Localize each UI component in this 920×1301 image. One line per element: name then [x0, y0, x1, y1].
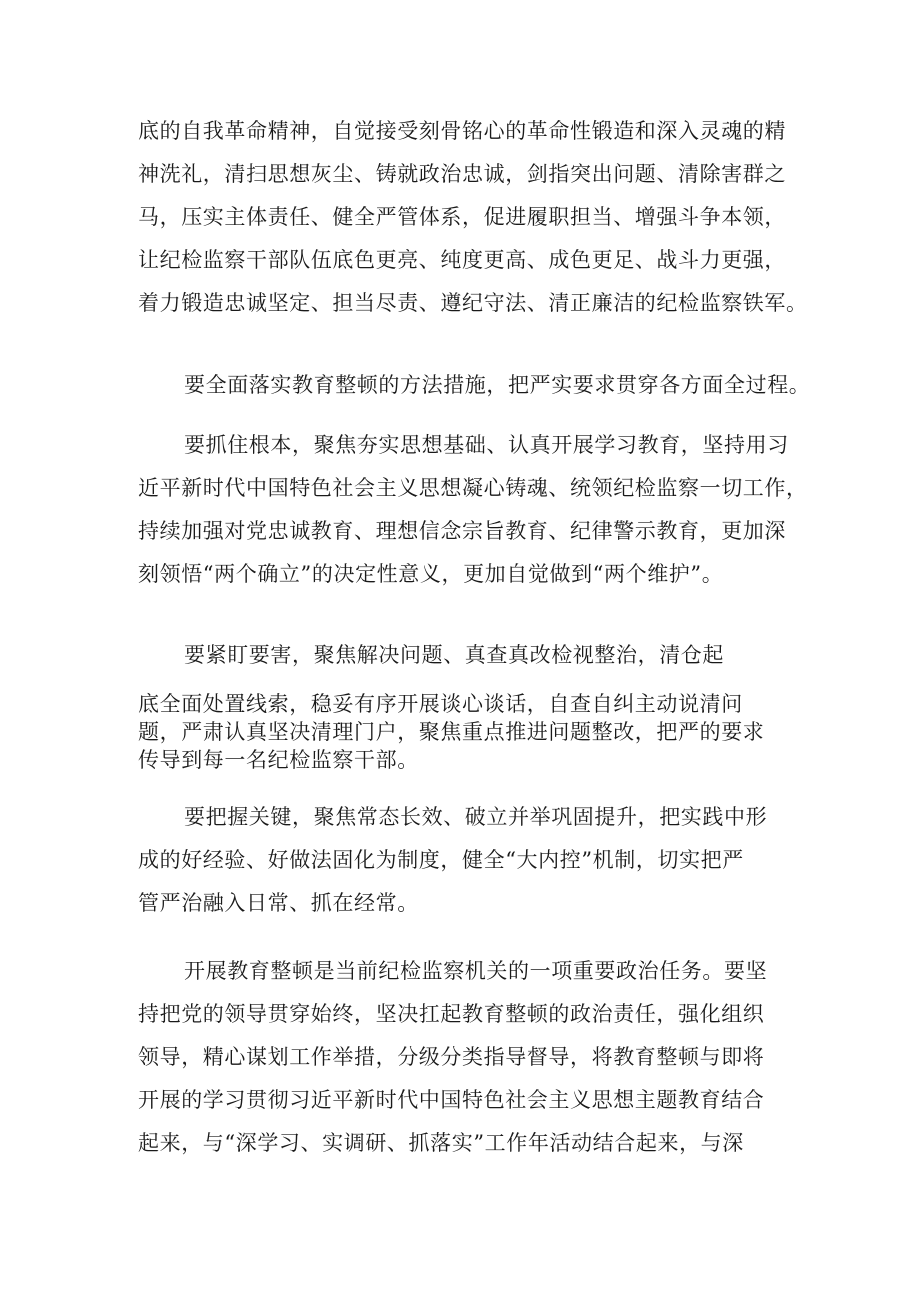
paragraph-self-revolution: [138, 110, 808, 325]
text-line: 底的自我革命精神，自觉接受刻骨铭心的革命性锻造和深入灵魂的精: [138, 119, 786, 143]
text-line: 马，压实主体责任、健全严管体系，促进履职担当、增强斗争本领，: [138, 205, 786, 229]
paragraph-clues-handling: [138, 690, 798, 774]
text-line: 要全面落实教育整顿的方法措施，把严实要求贯穿各方面全过程。: [184, 373, 811, 397]
text-line: 传导到每一名纪检监察干部。: [138, 748, 419, 772]
text-line: 神洗礼，清扫思想灰尘、铸就政治忠诚，剑指突出问题、清除害群之: [138, 162, 786, 186]
paragraph-grasp-root: [138, 424, 808, 596]
paragraph-methods: [138, 364, 811, 407]
text-line: 刻领悟“两个确立”的决定性意义，更加自觉做到“两个维护”。: [138, 562, 724, 586]
text-line: 起来，与“深学习、实调研、抓落实”工作年活动结合起来，与深: [138, 1131, 744, 1155]
text-line: 持续加强对党忠诚教育、理想信念宗旨教育、纪律警示教育，更加深: [138, 519, 786, 543]
text-line: 让纪检监察干部队伍底色更亮、纯度更高、成色更足、战斗力更强，: [138, 248, 786, 272]
text-line: 开展教育整顿是当前纪检监察机关的一项重要政治任务。要坚: [184, 959, 768, 983]
text-line: 领导，精心谋划工作举措，分级分类指导督导，将教育整顿与即将: [138, 1045, 765, 1069]
paragraph-key-points: [138, 634, 798, 677]
text-line: 题，严肃认真坚决清理门户，聚焦重点推进问题整改，把严的要求: [138, 720, 765, 744]
text-line: 成的好经验、好做法固化为制度，健全“大内控”机制，切实把严: [138, 848, 744, 872]
text-line: 底全面处置线索，稳妥有序开展谈心谈话，自查自纠主动说清问: [138, 692, 743, 716]
text-line: 要紧盯要害，聚焦解决问题、真查真改检视整治，清仓起: [184, 643, 724, 667]
text-line: 要抓住根本，聚焦夯实思想基础、认真开展学习教育，坚持用习: [184, 433, 789, 457]
text-line: 开展的学习贯彻习近平新时代中国特色社会主义思想主题教育结合: [138, 1088, 765, 1112]
text-line: 持把党的领导贯穿始终，坚决扛起教育整顿的政治责任，强化组织: [138, 1002, 765, 1026]
paragraph-political-task: [138, 950, 798, 1165]
text-line: 要把握关键，聚焦常态长效、破立并举巩固提升，把实践中形: [184, 805, 768, 829]
paragraph-key-link: [138, 796, 798, 925]
text-line: 着力锻造忠诚坚定、担当尽责、遵纪守法、清正廉洁的纪检监察铁军。: [138, 291, 808, 315]
text-line: 管严治融入日常、抓在经常。: [138, 891, 419, 915]
text-line: 近平新时代中国特色社会主义思想凝心铸魂、统领纪检监察一切工作，: [138, 476, 808, 500]
